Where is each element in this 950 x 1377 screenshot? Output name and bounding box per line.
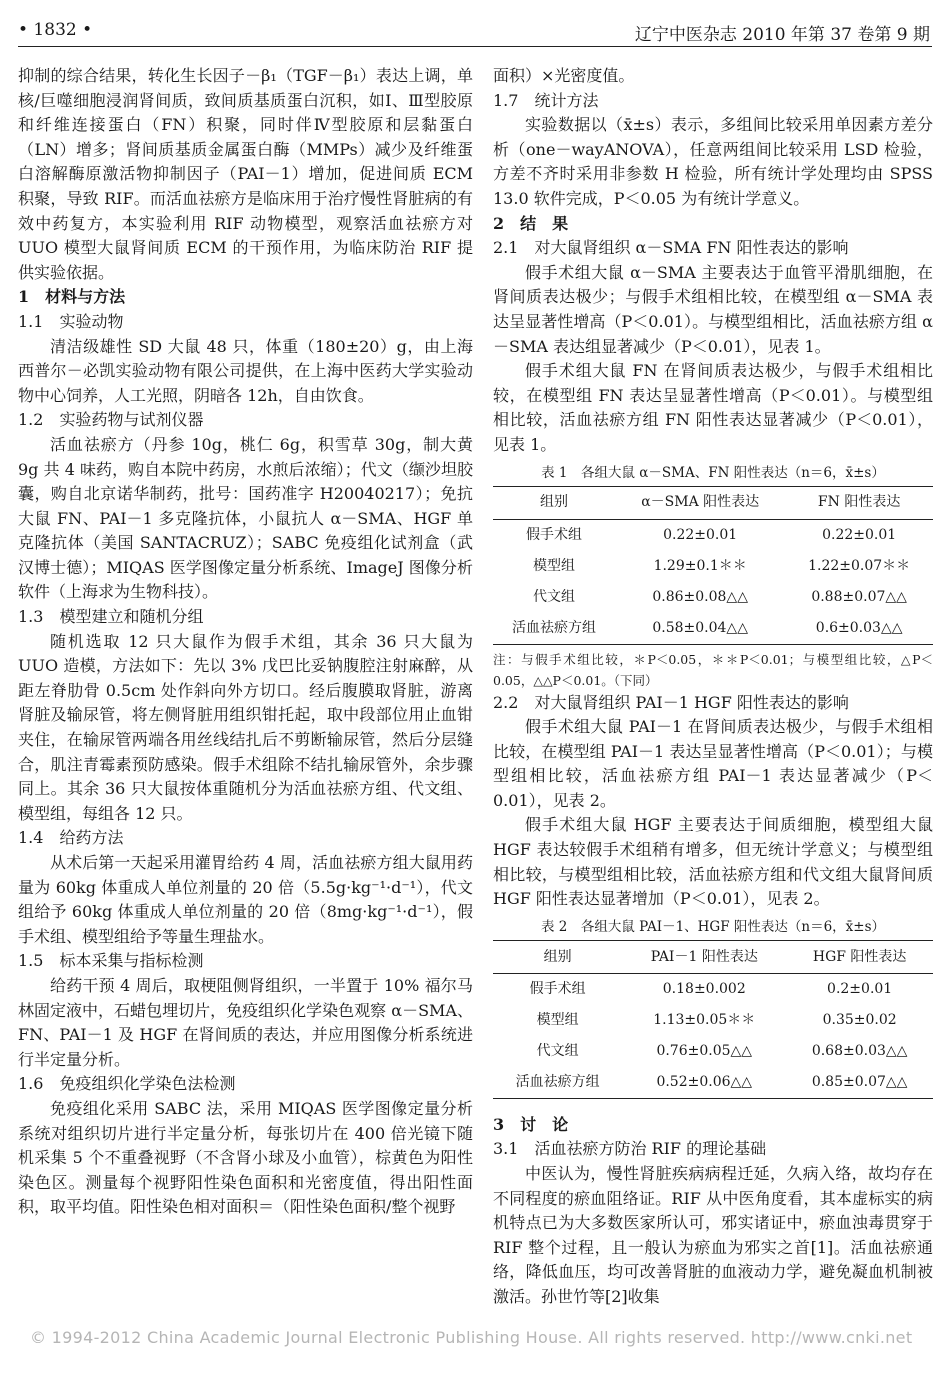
section-2-1-text-a: 假手术组大鼠 α－SMA 主要表达于血管平滑肌细胞，在肾间质表达极少；与假手术组相比较，在模型组 α－SMA 表达呈显著性增高（P＜0.01）。与模型组相比，活血祛瘀方组 α－SMA 表达组显著减少（P＜0.01），见表 1。 <box>493 262 933 356</box>
table-1 <box>493 486 933 645</box>
page-number: • 1832 • <box>18 20 93 40</box>
table-1-note: 注：与假手术组比较，＊P＜0.05，＊＊P＜0.01；与模型组比较，△P＜0.05，△△P＜0.01。（下同） <box>493 651 933 688</box>
table-row <box>493 551 933 582</box>
table-row <box>493 613 933 645</box>
section-1-2-text: 活血祛瘀方（丹参 10g，桃仁 6g，积雪草 30g，制大黄 9g 共 4 味药，购自本院中药房，水煎后浓缩）；代文（缬沙坦胶囊，购自北京诺华制药，批号：国药准字 H20040217）；免抗大鼠 FN、PAI－1 多克隆抗体，小鼠抗人 α－SMA、HGF 单克隆抗体（美国 SANTACRUZ）；SABC 免疫组化试剂盒（武汉博士德）；MIQAS 医学图像定量分析系统、ImageJ 图像分析软件（上海求为生物科技）。 <box>18 434 473 602</box>
section-1-2-heading: 1.2 实验药物与试剂仪器 <box>18 410 204 430</box>
table-cell: 0.2±0.01 <box>827 981 893 998</box>
table-header-cell: HGF 阳性表达 <box>812 948 907 965</box>
table-cell: 0.85±0.07△△ <box>811 1074 908 1091</box>
table-cell: 模型组 <box>533 557 576 574</box>
table-cell: 1.22±0.07＊＊ <box>808 557 911 574</box>
section-2-1-text-b: 假手术组大鼠 FN 在肾间质表达极少，与假手术组相比较，在模型组 FN 表达呈显著性增高（P＜0.01）。与模型组相比较，活血祛瘀方组 FN 阳性表达显著减少（P＜0.01），见表 1。 <box>493 361 933 454</box>
table-cell: 0.18±0.002 <box>662 981 746 998</box>
section-1-3-heading: 1.3 模型建立和随机分组 <box>18 607 204 627</box>
table-header-cell: 组别 <box>543 948 572 965</box>
section-1-5-heading: 1.5 标本采集与指标检测 <box>18 951 204 971</box>
table-header-row <box>493 486 933 519</box>
table-cell: 0.6±0.03△△ <box>815 619 903 636</box>
section-3-heading: 3 讨 论 <box>493 1114 569 1134</box>
table-2-caption: 表 2 各组大鼠 PAI－1、HGF 阳性表达（n＝6，x̄±s） <box>540 918 886 935</box>
table-cell: 0.52±0.06△△ <box>656 1074 753 1091</box>
section-2-1-heading: 2.1 对大鼠肾组织 α－SMA FN 阳性表达的影响 <box>493 238 849 258</box>
table-row <box>493 582 933 613</box>
table-cell: 0.86±0.08△△ <box>652 588 748 605</box>
table-cell: 假手术组 <box>526 526 583 543</box>
table-cell: 0.35±0.02 <box>822 1012 897 1029</box>
section-1-5-text: 给药干预 4 周后，取梗阻侧肾组织，一半置于 10% 福尔马林固定液中，石蜡包埋切片，免疫组织化学染色观察 α－SMA、FN、PAI－1 及 HGF 在肾间质的表达，并应用图像分析系统进行半定量分析。 <box>18 975 473 1069</box>
table-cell: 0.22±0.01 <box>663 526 738 543</box>
table-row <box>493 1067 933 1099</box>
section-1-7-text: 实验数据以（x̄±s）表示，多组间比较采用单因素方差分析（one－wayANOVA），任意两组间比较采用 LSD 检验，方差不齐时采用非参数 H 检验，所有统计学处理均由 SPSS 13.0 软件完成，P＜0.05 为有统计学意义。 <box>493 115 933 208</box>
section-1-1-text: 清洁级雄性 SD 大鼠 48 只，体重（180±20）g，由上海西普尔－必凯实验动物有限公司提供，在上海中医药大学实验动物中心饲养，人工光照，阴暗各 12h，自由饮食。 <box>18 336 473 405</box>
section-1-1-heading: 1.1 实验动物 <box>18 311 124 331</box>
table-cell: 0.68±0.03△△ <box>811 1043 908 1060</box>
header-divider <box>18 46 932 47</box>
section-1-4-heading: 1.4 给药方法 <box>18 828 124 848</box>
table-cell: 0.88±0.07△△ <box>811 588 907 605</box>
section-1-6-heading: 1.6 免疫组织化学染色法检测 <box>18 1074 236 1094</box>
table-cell: 1.29±0.1＊＊ <box>653 557 747 574</box>
table-header-cell: α－SMA 阳性表达 <box>641 494 760 511</box>
continued-text: 面积）×光密度值。 <box>493 66 635 85</box>
table-cell: 代文组 <box>533 588 576 605</box>
section-3-1-heading: 3.1 活血祛瘀方防治 RIF 的理论基础 <box>493 1139 767 1159</box>
copyright-watermark: © 1994-2012 China Academic Journal Electronic Publishing House. All rights reserved. http://www.cnki.net <box>30 1328 913 1347</box>
section-1-4-text: 从术后第一天起采用灌胃给药 4 周，活血祛瘀方组大鼠用药量为 60kg 体重成人单位剂量的 20 倍（5.5g·kg⁻¹·d⁻¹），代文组给予 60kg 体重成人单位剂量的 20 倍（8mg·kg⁻¹·d⁻¹），假手术组、模型组给予等量生理盐水。 <box>18 853 473 946</box>
table-row <box>493 1036 933 1067</box>
table-cell: 活血祛瘀方组 <box>515 1074 600 1091</box>
table-cell: 模型组 <box>536 1012 579 1029</box>
right-column <box>493 64 933 1310</box>
table-cell: 0.22±0.01 <box>822 526 897 543</box>
table-header-row <box>493 940 933 973</box>
table-cell: 0.76±0.05△△ <box>656 1043 753 1060</box>
table-cell: 假手术组 <box>529 981 586 998</box>
section-1-7-heading: 1.7 统计方法 <box>493 90 599 110</box>
table-header-cell: FN 阳性表达 <box>817 494 901 511</box>
section-2-2-heading: 2.2 对大鼠肾组织 PAI－1 HGF 阳性表达的影响 <box>493 692 849 712</box>
table-row <box>493 519 933 551</box>
section-2-2-text-b: 假手术组大鼠 HGF 主要表达于间质细胞，模型组大鼠 HGF 表达较假手术组稍有增多，但无统计学意义；与模型组相比较，与模型组相比较，活血祛瘀方组和代文组大鼠肾间质 HGF 阳性表达显著增加（P＜0.01），见表 2。 <box>493 815 933 909</box>
section-2-2-text-a: 假手术组大鼠 PAI－1 在肾间质表达极少，与假手术组相比较，在模型组 PAI－1 表达呈显著性增高（P＜0.01）；与模型组相比较，活血祛瘀方组 PAI－1 表达显著减少（P＜0.01），见表 2。 <box>493 717 933 810</box>
section-1-6-text: 免疫组化采用 SABC 法，采用 MIQAS 医学图像定量分析系统对组织切片进行半定量分析，每张切片在 400 倍光镜下随机采集 5 个不重叠视野（不含肾小球及小血管），棕黄色为阳性染色区。测量每个视野阳性染色面积和光密度值，得出阳性面积，取平均值。阳性染色相对面积＝（阳性染色面积/整个视野 <box>18 1098 473 1217</box>
table-cell: 1.13±0.05＊＊ <box>653 1012 756 1029</box>
journal-title: 辽宁中医杂志 2010 年第 37 卷第 9 期 <box>634 25 930 45</box>
table-row <box>493 1005 933 1036</box>
intro-paragraph: 抑制的综合结果，转化生长因子－β₁（TGF－β₁）表达上调，单核/巨噬细胞浸润肾间质，致间质基质蛋白沉积，如Ⅰ、Ⅲ型胶原和纤维连接蛋白（FN）积聚，同时伴Ⅳ型胶原和层黏蛋白（LN）增多；肾间质基质金属蛋白酶（MMPs）减少及纤维蛋白溶解酶原激活物抑制因子（PAI－1）增加，促进间质 ECM 积聚，导致 RIF。而活血祛瘀方是临床用于治疗慢性肾脏病的有效中药复方，本实验利用 RIF 动物模型，观察活血祛瘀方对 UUO 模型大鼠肾间质 ECM 的干预作用，为临床防治 RIF 提供实验依据。 <box>18 66 473 282</box>
table-header-cell: PAI－1 阳性表达 <box>650 948 758 965</box>
table-1-caption: 表 1 各组大鼠 α－SMA、FN 阳性表达（n＝6，x̄±s） <box>541 464 885 481</box>
table-cell: 0.58±0.04△△ <box>652 619 748 636</box>
table-row <box>493 973 933 1005</box>
section-2-heading: 2 结 果 <box>493 213 569 233</box>
section-1-3-text: 随机选取 12 只大鼠作为假手术组，其余 36 只大鼠为 UUO 造模，方法如下：先以 3% 戊巴比妥钠腹腔注射麻醉，从距左脊肋骨 0.5cm 处作斜向外方切口。经后腹膜取肾脏，游离肾脏及输尿管，将左侧肾脏用组织钳托起，取中段部位用止血钳夹住，在输尿管两端各用丝线结扎后不剪断输尿管，然后分层缝合，肌注青霉素预防感染。假手术组除不结扎输尿管外，余步骤同上。其余 36 只大鼠按体重随机分为活血祛瘀方组、代文组、模型组，每组各 12 只。 <box>18 631 473 823</box>
section-1-heading: 1 材料与方法 <box>18 287 126 307</box>
section-3-1-text: 中医认为，慢性肾脏疾病病程迁延，久病入络，故均存在不同程度的瘀血阻络证。RIF 从中医角度看，其本虚标实的病机特点已为大多数医家所认可，邪实诸证中，瘀血浊毒贯穿于 RIF 整个过程，且一般认为瘀血为邪实之首[1]。活血祛瘀通络，降低血压，均可改善肾脏的血液动力学，避免凝血机制被激活。孙世竹等[2]收集 <box>493 1164 933 1306</box>
table-2 <box>493 940 933 1099</box>
left-column <box>18 64 473 1220</box>
table-header-cell: 组别 <box>540 494 569 511</box>
table-cell: 代文组 <box>536 1043 579 1060</box>
table-cell: 活血祛瘀方组 <box>512 619 597 636</box>
